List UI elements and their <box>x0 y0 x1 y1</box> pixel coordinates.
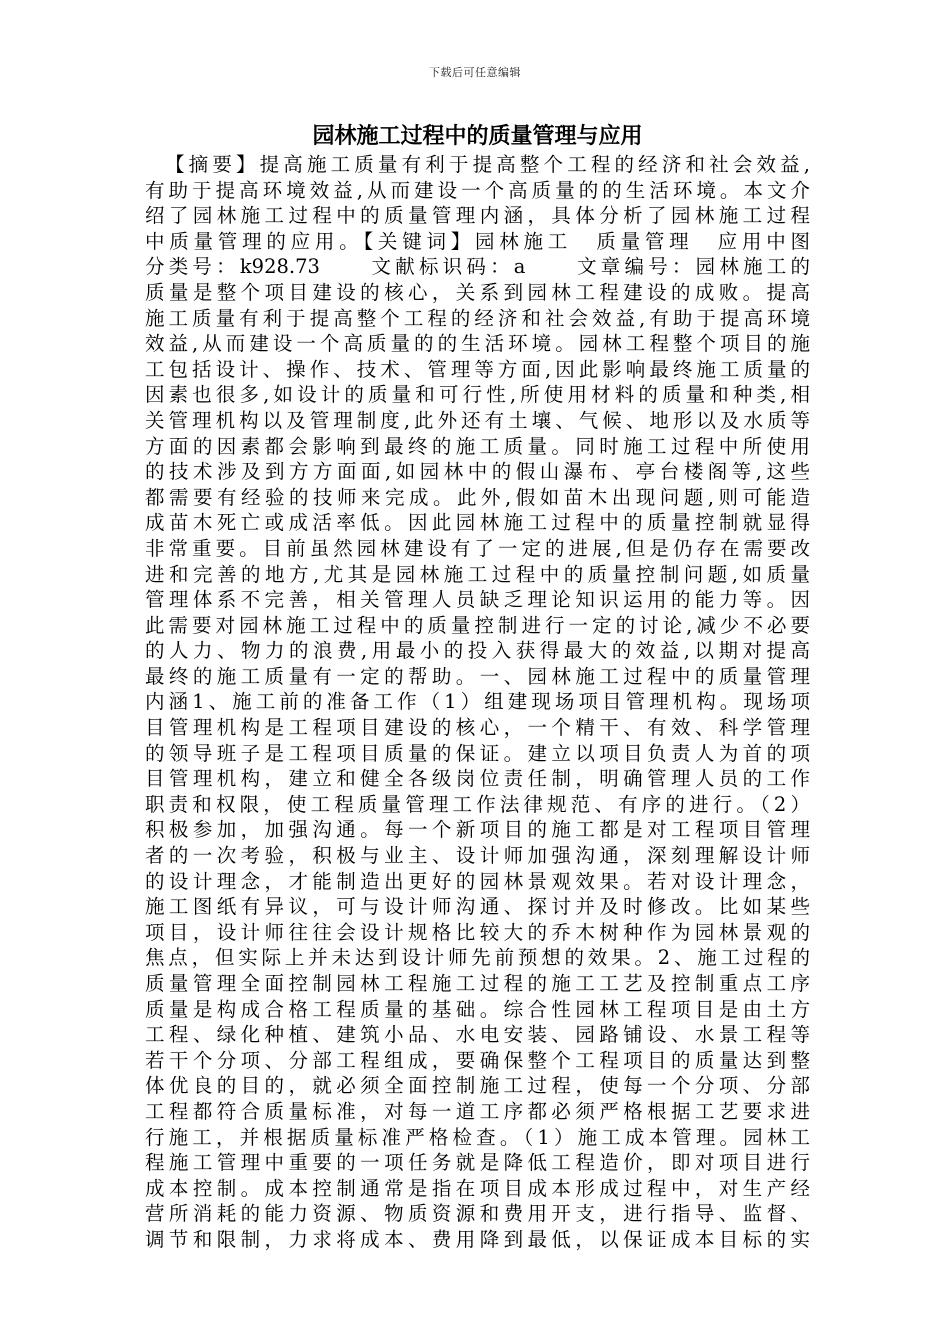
body-line: 积极参加，加强沟通。每一个新项目的施工都是对工程项目管理 <box>145 818 810 842</box>
body-line: 的人力、物力的浪费,用最小的投入获得最大的效益,以期对提高 <box>145 639 810 663</box>
body-line: 因素也很多,如设计的质量和可行性,所使用材料的质量和种类,相 <box>145 383 810 407</box>
body-line: 都需要有经验的技师来完成。此外,假如苗木出现问题,则可能造 <box>145 485 810 509</box>
body-line: 质量管理全面控制园林工程施工过程的施工工艺及控制重点工序 <box>145 972 810 995</box>
body-line: 关管理机构以及管理制度,此外还有土壤、气候、地形以及水质等 <box>145 408 810 432</box>
body-line: 进和完善的地方,尤其是园林施工过程中的质量控制问题,如质量 <box>145 562 810 586</box>
body-line: 中质量管理的应用。【关键词】园林施工 质量管理 应用中图 <box>145 229 810 253</box>
body-line: 施工图纸有异议，可与设计师沟通、探讨并及时修改。比如某些 <box>145 895 810 919</box>
body-line: 职责和权限，使工程质量管理工作法律规范、有序的进行。（2） <box>145 792 810 816</box>
body-line: 的领导班子是工程项目质量的保证。建立以项目负责人为首的项 <box>145 741 810 765</box>
body-line: 者的一次考验，积极与业主、设计师加强沟通，深刻理解设计师 <box>145 844 810 868</box>
body-line: 营所消耗的能力资源、物质资源和费用开支，进行指导、监督、 <box>145 1202 810 1226</box>
body-line: 非常重要。目前虽然园林建设有了一定的进展,但是仍存在需要改 <box>145 536 810 560</box>
body-line: 成苗木死亡或成活率低。因此园林施工过程中的质量控制就显得 <box>145 511 810 535</box>
body-line: 调节和限制，力求将成本、费用降到最低，以保证成本目标的实 <box>145 1227 810 1251</box>
document-title: 园林施工过程中的质量管理与应用 <box>312 123 643 149</box>
body-line: 质量是构成合格工程质量的基础。综合性园林工程项目是由土方 <box>145 997 810 1021</box>
body-line: 方面的因素都会影响到最终的施工质量。同时施工过程中所使用 <box>145 434 810 458</box>
body-line: 项目，设计师往往会设计规格比较大的乔木树种作为园林景观的 <box>145 920 810 944</box>
body-line: 目管理机构，建立和健全各级岗位责任制，明确管理人员的工作 <box>145 767 810 791</box>
body-line: 绍了园林施工过程中的质量管理内涵，具体分析了园林施工过程 <box>145 204 810 228</box>
body-line: 工程、绿化种植、建筑小品、水电安装、园路铺设、水景工程等 <box>145 1023 810 1047</box>
body-line: 施工质量有利于提高整个工程的经济和社会效益,有助于提高环境 <box>145 306 810 330</box>
article-body <box>145 152 810 1253</box>
body-line: 工包括设计、操作、技术、管理等方面,因此影响最终施工质量的 <box>145 357 810 381</box>
body-line: 目管理机构是工程项目建设的核心，一个精干、有效、科学管理 <box>145 716 810 740</box>
body-line: 【摘要】提高施工质量有利于提高整个工程的经济和社会效益, <box>165 153 810 176</box>
body-line: 最终的施工质量有一定的帮助。一、园林施工过程中的质量管理 <box>145 664 810 688</box>
body-line: 此需要对园林施工过程中的质量控制进行一定的讨论,减少不必要 <box>145 613 810 637</box>
body-line: 管理体系不完善，相关管理人员缺乏理论知识运用的能力等。因 <box>145 588 810 612</box>
body-line: 行施工，并根据质量标准严格检查。（1）施工成本管理。园林工 <box>145 1125 810 1149</box>
body-line: 程施工管理中重要的一项任务就是降低工程造价，即对项目进行 <box>145 1151 810 1175</box>
body-line: 体优良的目的，就必须全面控制施工过程，使每一个分项、分部 <box>145 1074 810 1098</box>
body-line: 分类号：k928.73 文献标识码：a 文章编号：园林施工的 <box>145 255 810 279</box>
body-line: 成本控制。成本控制通常是指在项目成本形成过程中，对生产经 <box>145 1176 810 1200</box>
body-line: 焦点，但实际上并未达到设计师先前预想的效果。2、施工过程的 <box>145 946 810 970</box>
body-line: 效益,从而建设一个高质量的的生活环境。园林工程整个项目的施 <box>145 332 810 356</box>
header-note: 下载后可任意编辑 <box>429 66 521 79</box>
body-line: 内涵1、施工前的准备工作（1）组建现场项目管理机构。现场项 <box>145 690 810 714</box>
body-line: 的设计理念，才能制造出更好的园林景观效果。若对设计理念， <box>145 869 810 893</box>
body-line: 有助于提高环境效益,从而建设一个高质量的的生活环境。本文介 <box>145 178 810 202</box>
body-line: 的技术涉及到方方面面,如园林中的假山瀑布、亭台楼阁等,这些 <box>145 460 810 484</box>
body-line: 若干个分项、分部工程组成，要确保整个工程项目的质量达到整 <box>145 1048 810 1072</box>
body-line: 工程都符合质量标准，对每一道工序都必须严格根据工艺要求进 <box>145 1099 810 1123</box>
body-line: 质量是整个项目建设的核心，关系到园林工程建设的成败。提高 <box>145 280 810 304</box>
